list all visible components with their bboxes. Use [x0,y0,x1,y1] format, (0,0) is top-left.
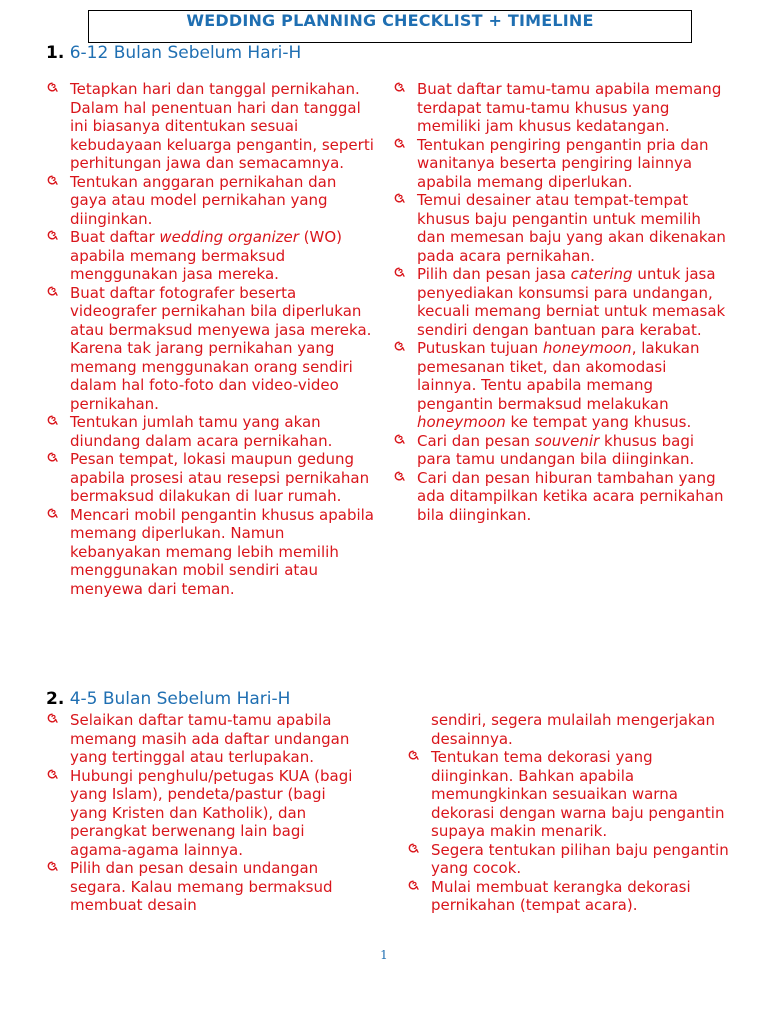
section-2-right-column [407,711,732,915]
rose-bullet-icon [393,340,405,352]
rose-bullet-icon [393,137,405,149]
list-item: Buat daftar tamu-tamu apabila memang terdapat tamu-tamu khusus yang memiliki jam khusus kedatangan. [393,80,728,136]
rose-bullet-icon [46,768,58,780]
list-item: Tentukan anggaran pernikahan dan gaya atau model pernikahan yang diinginkan. [46,173,376,229]
rose-bullet-icon [46,712,58,724]
rose-bullet-icon [46,414,58,426]
rose-bullet-icon [46,81,58,93]
rose-bullet-icon [407,842,419,854]
section-1-left-column [46,80,376,598]
rose-bullet-icon [393,81,405,93]
section-1-number: 1. [46,43,65,63]
list-item: Mulai membuat kerangka dekorasi pernikahan (tempat acara). [407,878,732,915]
rose-bullet-icon [393,266,405,278]
section-2-number: 2. [46,689,65,709]
list-item: Tentukan tema dekorasi yang diinginkan. Bahkan apabila memungkinkan sesuaikan warna dekorasi dengan warna baju pengantin supaya makin menarik. [407,748,732,841]
section-1-title: 6-12 Bulan Sebelum Hari-H [69,43,302,63]
list-item: Tentukan jumlah tamu yang akan diundang dalam acara pernikahan. [46,413,376,450]
list-item: Tetapkan hari dan tanggal pernikahan. Dalam hal penentuan hari dan tanggal ini biasanya ditentukan sesuai kebudayaan keluarga pengantin, seperti perhitungan jawa dan semacamnya. [46,80,376,173]
list-item: Putuskan tujuan honeymoon, lakukan pemesanan tiket, dan akomodasi lainnya. Tentu apabila memang pengantin bermaksud melakukan honeymoon ke tempat yang khusus. [393,339,728,432]
list-item: Hubungi penghulu/petugas KUA (bagi yang Islam), pendeta/pastur (bagi yang Kristen dan Katholik), dan perangkat berwenang lain bagi agama-agama lainnya. [46,767,366,860]
section-1-heading [46,43,301,63]
list-item: Pilih dan pesan jasa catering untuk jasa penyediakan konsumsi para undangan, kecuali memang berniat untuk memasak sendiri dengan bantuan para kerabat. [393,265,728,339]
section-1-right-column [393,80,728,524]
list-item: Buat daftar wedding organizer (WO) apabila memang bermaksud menggunakan jasa mereka. [46,228,376,284]
list-item: Buat daftar fotografer beserta videografer pernikahan bila diperlukan atau bermaksud menyewa jasa mereka. Karena tak jarang pernikahan yang memang menggunakan orang sendiri dalam hal foto-foto dan video-video pernikahan. [46,284,376,414]
rose-bullet-icon [46,860,58,872]
rose-bullet-icon [46,451,58,463]
list-item: Temui desainer atau tempat-tempat khusus baju pengantin untuk memilih dan memesan baju yang akan dikenakan pada acara pernikahan. [393,191,728,265]
list-item: Cari dan pesan hiburan tambahan yang ada ditampilkan ketika acara pernikahan bila diinginkan. [393,469,728,525]
list-item: Tentukan pengiring pengantin pria dan wanitanya beserta pengiring lainnya apabila memang diperlukan. [393,136,728,192]
section-2-heading [46,689,290,709]
list-item-continuation: sendiri, segera mulailah mengerjakan desainnya. [431,711,716,748]
list-item: Selaikan daftar tamu-tamu apabila memang masih ada daftar undangan yang tertinggal atau terlupakan. [46,711,366,767]
list-item: Mencari mobil pengantin khusus apabila memang diperlukan. Namun kebanyakan memang lebih memilih menggunakan mobil sendiri atau menyewa dari teman. [46,506,376,599]
rose-bullet-icon [407,749,419,761]
list-item: Pilih dan pesan desain undangan segara. Kalau memang bermaksud membuat desain [46,859,366,915]
page-number: 1 [380,948,388,962]
section-2-title: 4-5 Bulan Sebelum Hari-H [69,689,291,709]
list-item: Pesan tempat, lokasi maupun gedung apabila prosesi atau resepsi pernikahan bermaksud dilakukan di luar rumah. [46,450,376,506]
section-2-left-column [46,711,366,915]
rose-bullet-icon [46,174,58,186]
document-title: WEDDING PLANNING CHECKLIST + TIMELINE [88,10,692,43]
rose-bullet-icon [407,879,419,891]
rose-bullet-icon [393,192,405,204]
rose-bullet-icon [393,433,405,445]
rose-bullet-icon [393,470,405,482]
rose-bullet-icon [46,507,58,519]
rose-bullet-icon [46,229,58,241]
list-item: Cari dan pesan souvenir khusus bagi para tamu undangan bila diinginkan. [393,432,728,469]
rose-bullet-icon [46,285,58,297]
list-item: Segera tentukan pilihan baju pengantin yang cocok. [407,841,732,878]
